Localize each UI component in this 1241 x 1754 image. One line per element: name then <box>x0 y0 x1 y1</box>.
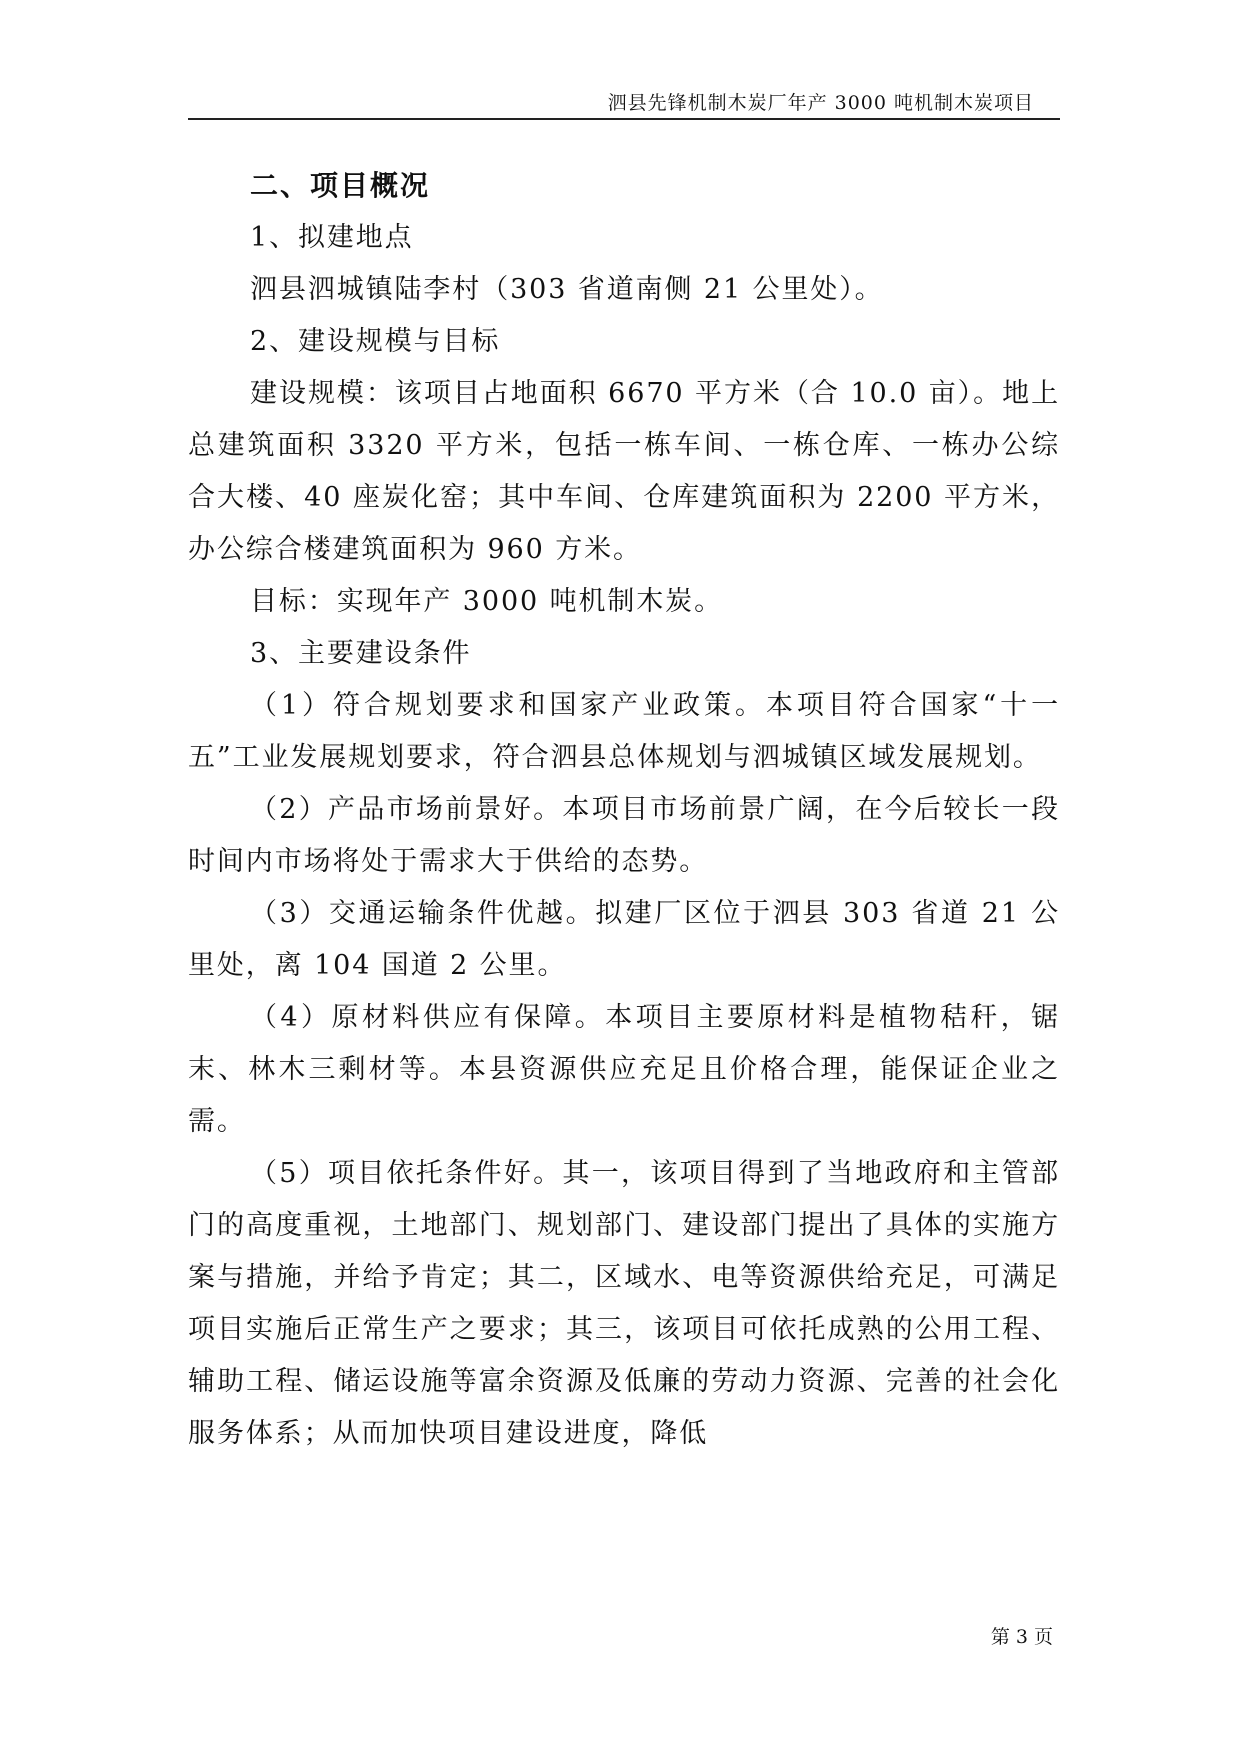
paragraph-goal: 目标：实现年产 3000 吨机制木炭。 <box>250 586 723 617</box>
paragraph-condition-4: （4）原材料供应有保障。本项目主要原材料是植物秸秆，锯末、林木三剩材等。本县资源供应充足且价格合理，能保证企业之需。 <box>188 1002 1060 1137</box>
paragraph-condition-2: （2）产品市场前景好。本项目市场前景广阔，在今后较长一段时间内市场将处于需求大于供给的态势。 <box>188 794 1060 877</box>
document-body <box>188 160 1060 1460</box>
paragraph-location: 泗县泗城镇陆李村（303 省道南侧 21 公里处）。 <box>250 274 884 305</box>
paragraph-scale: 建设规模：该项目占地面积 6670 平方米（合 10.0 亩）。地上总建筑面积 3320 平方米，包括一栋车间、一栋仓库、一栋办公综合大楼、40 座炭化窑；其中车间、仓库建筑面积为 2200 平方米，办公综合楼建筑面积为 960 方米。 <box>188 378 1060 565</box>
subheading-scale: 2、建设规模与目标 <box>250 326 501 357</box>
page-number: 第 3 页 <box>990 1626 1053 1648</box>
subheading-conditions: 3、主要建设条件 <box>250 638 472 669</box>
section-title: 二、项目概况 <box>250 169 431 202</box>
paragraph-condition-3: （3）交通运输条件优越。拟建厂区位于泗县 303 省道 21 公里处，离 104 国道 2 公里。 <box>188 898 1060 981</box>
subheading-location: 1、拟建地点 <box>250 222 414 253</box>
paragraph-condition-1: （1）符合规划要求和国家产业政策。本项目符合国家“十一五”工业发展规划要求，符合泗县总体规划与泗城镇区域发展规划。 <box>188 690 1060 773</box>
page-header <box>188 82 1060 120</box>
paragraph-condition-5: （5）项目依托条件好。其一，该项目得到了当地政府和主管部门的高度重视，土地部门、规划部门、建设部门提出了具体的实施方案与措施，并给予肯定；其二，区域水、电等资源供给充足，可满足项目实施后正常生产之要求；其三，该项目可依托成熟的公用工程、辅助工程、储运设施等富余资源及低廉的劳动力资源、完善的社会化服务体系；从而加快项目建设进度，降低 <box>188 1158 1060 1449</box>
header-title: 泗县先锋机制木炭厂年产 3000 吨机制木炭项目 <box>607 92 1034 114</box>
